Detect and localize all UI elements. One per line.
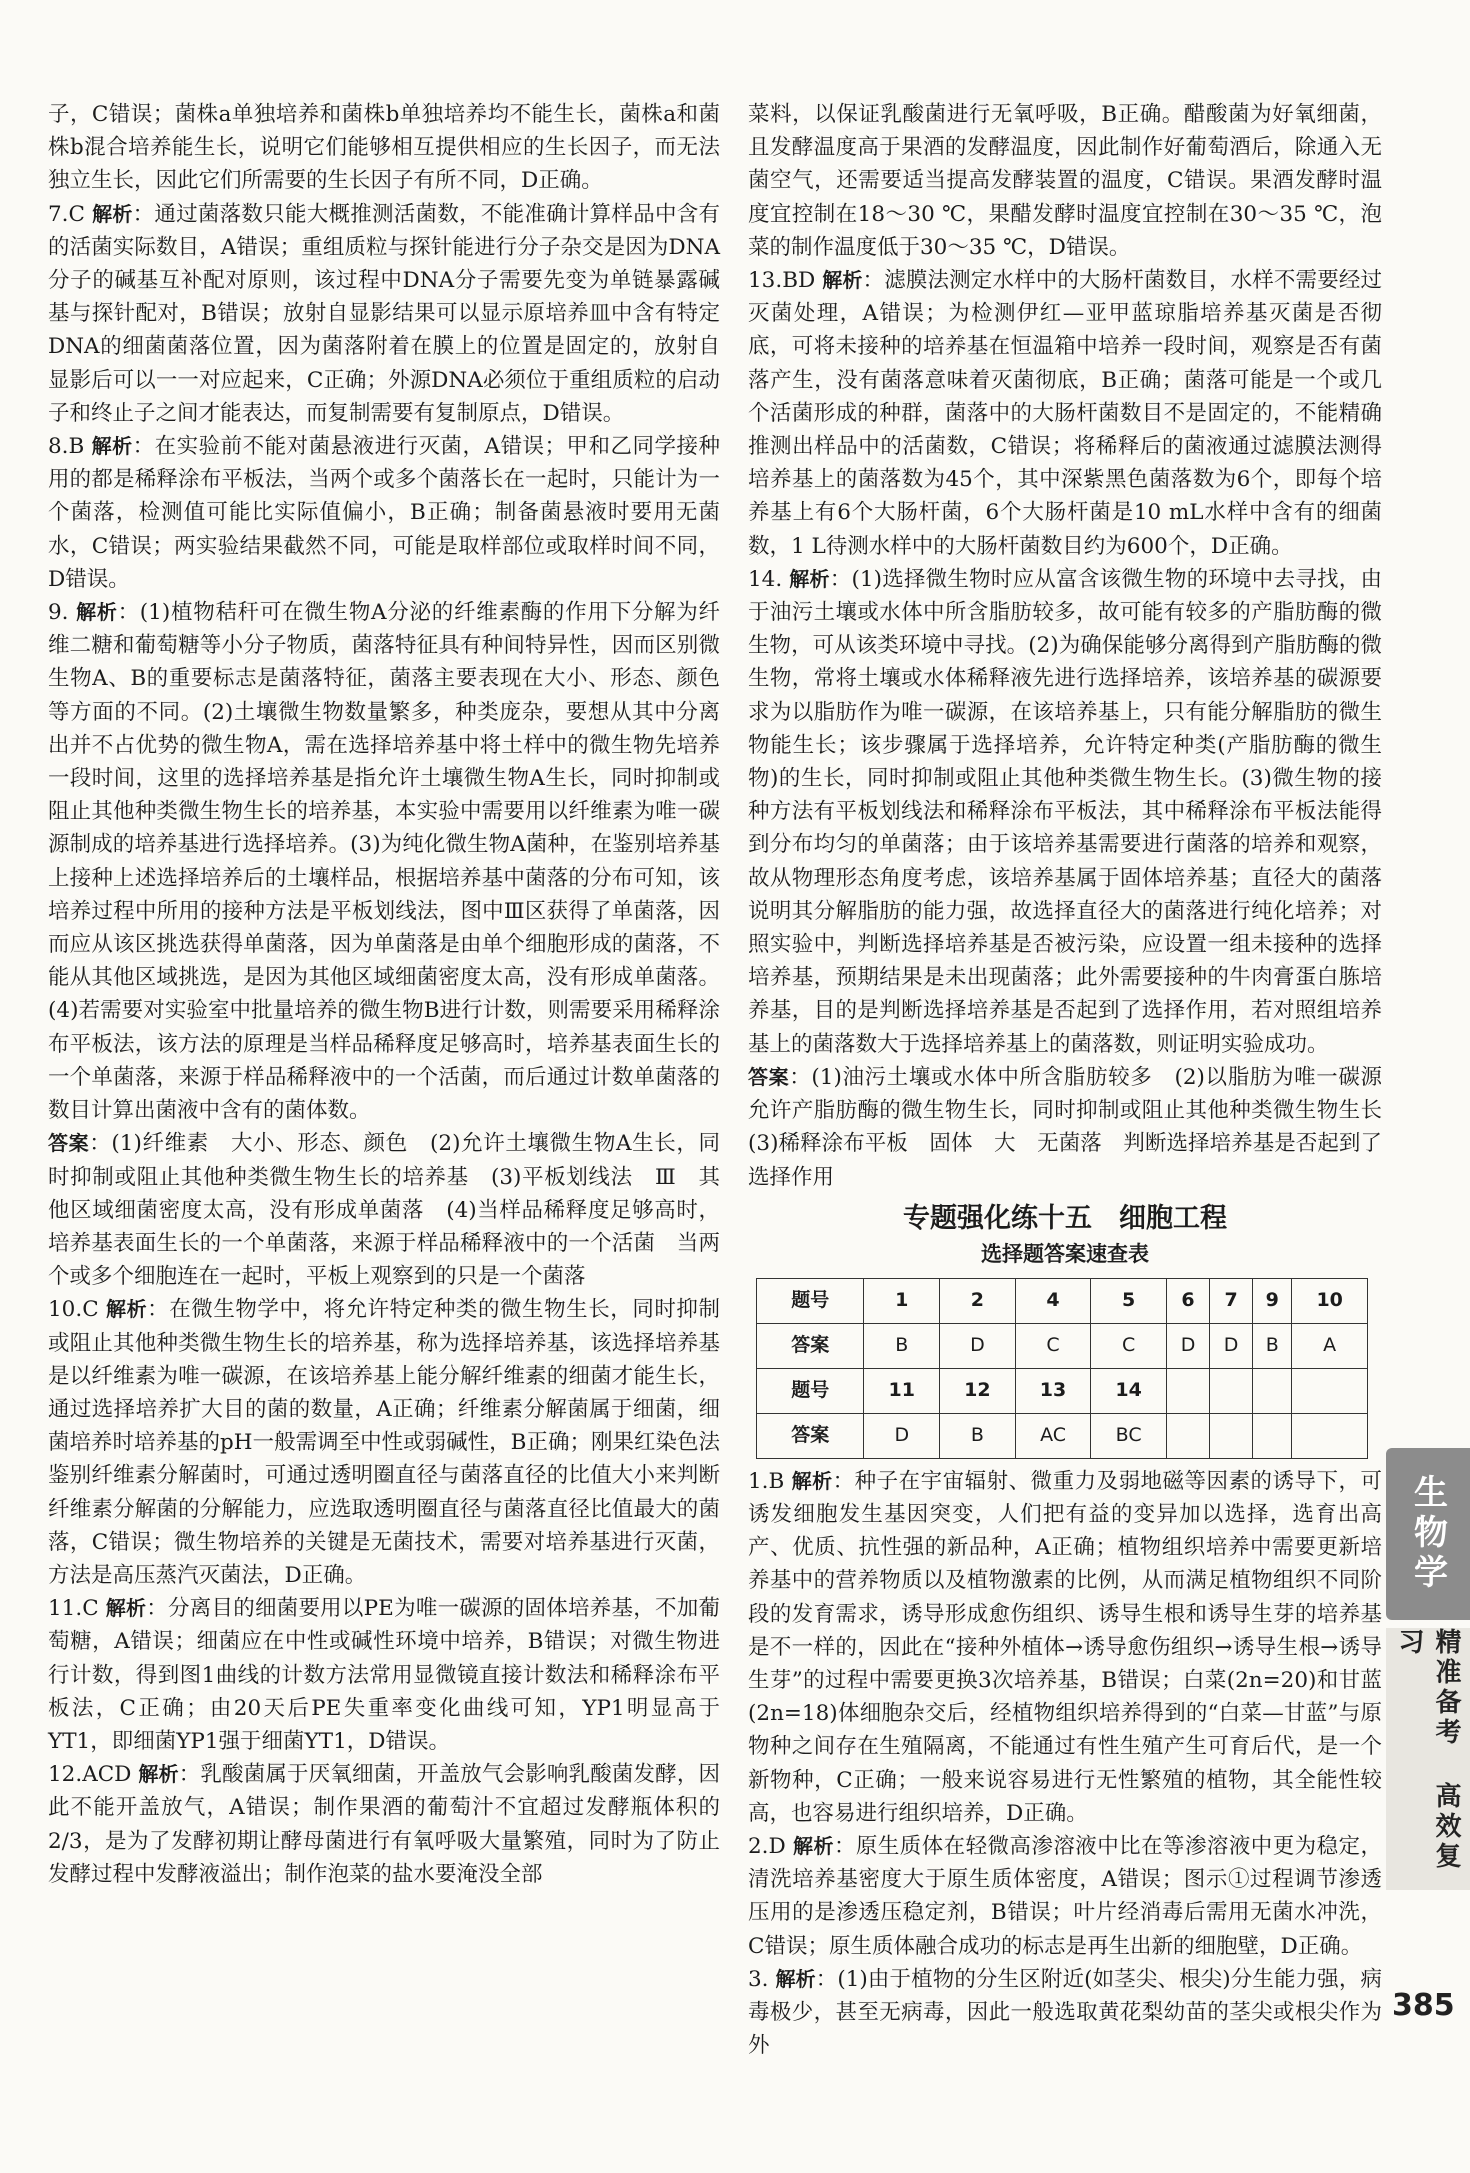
table-row-q1	[757, 1278, 1368, 1323]
paragraph-q11	[48, 1592, 720, 1758]
q-num: 11	[864, 1368, 940, 1413]
table-row-a2	[757, 1413, 1368, 1458]
paragraph-s2	[748, 1830, 1382, 1963]
question-label: 2.D	[748, 1833, 786, 1859]
q-num: 13	[1015, 1368, 1091, 1413]
answer-cell: D	[864, 1413, 940, 1458]
paragraph-text: ：在微生物学中，将允许特定种类的微生物生长，同时抑制或阻止其他种类微生物生长的培养基，称为选择培养基，该选择培养基是以纤维素为唯一碳源，在该培养基上能分解纤维素的细菌才能生长，通过选择培养扩大目的菌的数量，A正确；纤维素分解菌属于细菌，细菌培养时培养基的pH一般需调至中性或弱碱性，B正确；刚果红染色法鉴别纤维素分解菌时，可通过透明圈直径与菌落直径的比值大小来判断纤维素分解菌的分解能力，应选取透明圈直径与菌落直径比值最大的菌落，C错误；微生物培养的关键是无菌技术，需要对培养基进行灭菌，方法是高压蒸汽灭菌法，D正确。	[48, 1297, 720, 1588]
answer-cell: A	[1292, 1323, 1368, 1368]
question-label: 7.C	[48, 201, 85, 227]
paragraph-text: ：(1)纤维素 大小、形态、颜色 (2)允许土壤微生物A生长，同时抑制或阻止其他种类微生物生长的培养基 (3)平板划线法 Ⅲ 其他区域细菌密度太高，没有形成单菌落 (4)当样品稀释度足够高时，培养基表面生长的一个单菌落，来源于样品稀释液中的一个活菌 当两个或多个细胞连在一起时，平板上观察到的只是一个菌落	[48, 1131, 720, 1290]
paragraph-s3	[748, 1963, 1382, 2063]
paragraph-text: ：(1)选择微生物时应从富含该微生物的环境中去寻找，由于油污土壤或水体中所含脂肪较多，故可能有较多的产脂肪酶的微生物，可从该类环境中寻找。(2)为确保能够分离得到产脂肪酶的微生物，常将土壤或水体稀释液先进行选择培养，该培养基的碳源要求为以脂肪作为唯一碳源，在该培养基上，只有能分解脂肪的微生物能生长；该步骤属于选择培养，允许特定种类(产脂肪酶的微生物)的生长，同时抑制或阻止其他种类微生物生长。(3)微生物的接种方法有平板划线法和稀释涂布平板法，其中稀释涂布平板法能得到分布均匀的单菌落；由于该培养基需要进行菌落的培养和观察，故从物理形态角度考虑，该培养基属于固体培养基；直径大的菌落说明其分解脂肪的能力强，故选择直径大的菌落进行纯化培养；对照实验中，判断选择培养基是否被污染，应设置一组未接种的选择培养基，预期结果是未出现菌落；此外需要接种的牛肉膏蛋白胨培养基，目的是判断选择培养基是否起到了选择作用，若对照组培养基上的菌落数大于选择培养基上的菌落数，则证明实验成功。	[748, 566, 1382, 1057]
analysis-label: 解析	[106, 1297, 148, 1322]
paragraph-q7	[48, 198, 720, 430]
paragraph-text: 子，C错误；菌株a单独培养和菌株b单独培养均不能生长，菌株a和菌株b混合培养能生长，说明它们能够相互提供相应的生长因子，而无法独立生长，因此它们所需要的生长因子有所不同，D正确。	[48, 102, 720, 194]
q-num: 12	[940, 1368, 1016, 1413]
analysis-label: 解析	[105, 1596, 147, 1621]
paragraph-text: ：在实验前不能对菌悬液进行灭菌，A错误；甲和乙同学接种用的都是稀释涂布平板法，当两个或多个菌落长在一起时，只能计为一个菌落，检测值可能比实际值偏小，B正确；制备菌悬液时要用无菌水，C错误；两实验结果截然不同，可能是取样部位或取样时间不同，D错误。	[48, 434, 721, 592]
q-num: 2	[940, 1278, 1016, 1323]
q-num: 6	[1166, 1278, 1209, 1323]
question-label: 9.	[48, 600, 69, 626]
answer-cell: BC	[1091, 1413, 1167, 1458]
question-label: 3.	[748, 1966, 769, 1992]
right-column	[748, 98, 1404, 2062]
empty-cell	[1253, 1368, 1292, 1413]
answer-quick-table	[756, 1278, 1368, 1459]
question-label: 1.B	[748, 1468, 785, 1494]
analysis-label: 解析	[791, 1468, 833, 1493]
answer-cell: C	[1015, 1323, 1091, 1368]
answer-cell: B	[940, 1413, 1016, 1458]
empty-cell	[1292, 1413, 1368, 1458]
page-number: 385	[1392, 1988, 1455, 2023]
analysis-label: 答案	[48, 1131, 90, 1156]
q-num: 4	[1015, 1278, 1091, 1323]
table-row-a1	[757, 1323, 1368, 1368]
paragraph-q8	[48, 430, 720, 596]
analysis-label: 解析	[793, 1833, 834, 1858]
empty-cell	[1166, 1368, 1209, 1413]
empty-cell	[1210, 1368, 1253, 1413]
answer-cell: D	[1166, 1323, 1209, 1368]
paragraph-q9a	[48, 1127, 720, 1293]
paragraph-text: ：(1)由于植物的分生区附近(如茎尖、根尖)分生能力强，病毒极少，甚至无病毒，因此一般选取黄花梨幼苗的茎尖或根尖作为外	[748, 1966, 1383, 2059]
analysis-label: 解析	[76, 600, 118, 625]
row-label-q: 题号	[757, 1368, 864, 1413]
answer-cell: D	[1210, 1323, 1253, 1368]
empty-cell	[1292, 1368, 1368, 1413]
q-num: 9	[1253, 1278, 1292, 1323]
q-num: 10	[1292, 1278, 1368, 1323]
paragraph-q12	[48, 1758, 720, 1891]
q-num: 1	[864, 1278, 940, 1323]
q-num: 5	[1091, 1278, 1167, 1323]
paragraph-q14	[748, 563, 1382, 1061]
paragraph-cont6	[48, 98, 720, 198]
analysis-label: 解析	[91, 434, 133, 459]
question-label: 10.C	[48, 1297, 99, 1323]
question-label: 11.C	[48, 1596, 99, 1622]
analysis-label: 解析	[789, 566, 830, 591]
paragraph-q9	[48, 596, 720, 1127]
row-label-a: 答案	[757, 1413, 864, 1458]
left-column	[48, 98, 720, 1891]
question-label: 12.ACD	[48, 1762, 132, 1788]
answer-cell: B	[1253, 1323, 1292, 1368]
row-label-q: 题号	[757, 1278, 864, 1323]
analysis-label: 解析	[822, 268, 863, 293]
empty-cell	[1253, 1413, 1292, 1458]
paragraph-text: ：(1)油污土壤或水体中所含脂肪较多 (2)以脂肪为唯一碳源 允许产脂肪酶的微生物生长，同时抑制或阻止其他种类微生物生长 (3)稀释涂布平板 固体 大 无菌落 判断选择培养基是否起到了选择作用	[748, 1064, 1404, 1190]
empty-cell	[1166, 1413, 1209, 1458]
answer-cell: AC	[1015, 1413, 1091, 1458]
section-title: 专题强化练十五 细胞工程	[903, 1202, 1227, 1234]
q-num: 14	[1091, 1368, 1167, 1413]
series-tab: 精准备考 高效复习	[1386, 1628, 1470, 1890]
paragraph-text: ：通过菌落数只能大概推测活菌数，不能准确计算样品中含有的活菌实际数目，A错误；重组质粒与探针能进行分子杂交是因为DNA分子的碱基互补配对原则，该过程中DNA分子需要先变为单链暴露碱基与探针配对，B错误；放射自显影结果可以显示原培养皿中含有特定DNA的细菌菌落位置，因为菌落附着在膜上的位置是固定的，放射自显影后可以一一对应起来，C正确；外源DNA必须位于重组质粒的启动子和终止子之间才能表达，而复制需要有复制原点，D错误。	[48, 201, 720, 426]
paragraph-text: ：分离目的细菌要用以PE为唯一碳源的固体培养基，不加葡萄糖，A错误；细菌应在中性或碱性环境中培养，B错误；对微生物进行计数，得到图1曲线的计数方法常用显微镜直接计数法和稀释涂布平板法，C正确；由20天后PE失重率变化曲线可知，YP1明显高于YT1，即细菌YP1强于细菌YT1，D错误。	[48, 1596, 720, 1754]
empty-cell	[1210, 1413, 1253, 1458]
question-label: 14.	[748, 566, 783, 592]
right-column-top	[748, 98, 1404, 1194]
paragraph-text: ：乳酸菌属于厌氧细菌，开盖放气会影响乳酸菌发酵，因此不能开盖放气，A错误；制作果酒的葡萄汁不宜超过发酵瓶体积的2/3，是为了发酵初期让酵母菌进行有氧呼吸大量繁殖，同时为了防止发酵过程中发酵液溢出；制作泡菜的盐水要淹没全部	[48, 1762, 720, 1887]
paragraph-text: ：滤膜法测定水样中的大肠杆菌数目，水样不需要经过灭菌处理，A错误；为检测伊红—亚甲蓝琼脂培养基灭菌是否彻底，可将未接种的培养基在恒温箱中培养一段时间，观察是否有菌落产生，没有菌落意味着灭菌彻底，B正确；菌落可能是一个或几个活菌形成的种群，菌落中的大肠杆菌数目不是固定的，不能精确推测出样品中的活菌数，C错误；将稀释后的菌液通过滤膜法测得培养基上的菌落数为45个，其中深紫黑色菌落数为6个，即每个培养基上有6个大肠杆菌，6个大肠杆菌是10 mL水样中含有的细菌数，1 L待测水样中的大肠杆菌数目约为600个，D正确。	[748, 268, 1383, 559]
paragraph-cont12	[748, 98, 1382, 264]
paragraph-text: 菜料，以保证乳酸菌进行无氧呼吸，B正确。醋酸菌为好氧细菌，且发酵温度高于果酒的发酵温度，因此制作好葡萄酒后，除通入无菌空气，还需要适当提高发酵装置的温度，C错误。果酒发酵时温度宜控制在18～30 ℃，果醋发酵时温度宜控制在30～35 ℃，泡菜的制作温度低于30～35 ℃，D错误。	[748, 102, 1382, 260]
analysis-label: 解析	[138, 1762, 179, 1787]
paragraph-s1	[748, 1465, 1382, 1830]
row-label-a: 答案	[757, 1323, 864, 1368]
paragraph-text: ：原生质体在轻微高渗溶液中比在等渗溶液中更为稳定，清洗培养基密度大于原生质体密度，A错误；图示①过程调节渗透压用的是渗透压稳定剂，B错误；叶片经消毒后需用无菌水冲洗，C错误；原生质体融合成功的标志是再生出新的细胞壁，D正确。	[748, 1833, 1382, 1959]
answer-cell: B	[864, 1323, 940, 1368]
paragraph-q14a	[748, 1061, 1404, 1194]
table-row-q2	[757, 1368, 1368, 1413]
q-num: 7	[1210, 1278, 1253, 1323]
right-column-bottom	[748, 1465, 1382, 2063]
paragraph-q13	[748, 264, 1382, 563]
answer-table-title: 选择题答案速查表	[981, 1241, 1149, 1266]
paragraph-text: ：(1)植物秸秆可在微生物A分泌的纤维素酶的作用下分解为纤维二糖和葡萄糖等小分子物质，菌落特征具有种间特异性，因而区别微生物A、B的重要标志是菌落特征，菌落主要表现在大小、形态、颜色等方面的不同。(2)土壤微生物数量繁多，种类庞杂，要想从其中分离出并不占优势的微生物A，需在选择培养基中将土样中的微生物先培养一段时间，这里的选择培养基是指允许土壤微生物A生长，同时抑制或阻止其他种类微生物生长的培养基，本实验中需要用以纤维素为唯一碳源制成的培养基进行选择培养。(3)为纯化微生物A菌种，在鉴别培养基上接种上述选择培养后的土壤样品，根据培养基中菌落的分布可知，该培养过程中所用的接种方法是平板划线法，图中Ⅲ区获得了单菌落，因而应从该区挑选获得单菌落，因为单菌落是由单个细胞形成的菌落，不能从其他区域挑选，是因为其他区域细菌密度太高，没有形成单菌落。(4)若需要对实验室中批量培养的微生物B进行计数，则需要采用稀释涂布平板法，该方法的原理是当样品稀释度足够高时，培养基表面生长的一个单菌落，来源于样品稀释液中的一个活菌，而后通过计数单菌落的数目计算出菌液中含有的菌体数。	[48, 600, 721, 1124]
question-label: 8.B	[48, 434, 85, 460]
paragraph-q10	[48, 1293, 720, 1592]
question-label: 13.BD	[748, 268, 816, 294]
answer-cell: C	[1091, 1323, 1167, 1368]
analysis-label: 答案	[748, 1064, 790, 1089]
paragraph-text: ：种子在宇宙辐射、微重力及弱地磁等因素的诱导下，可诱发细胞发生基因突变，人们把有益的变异加以选择，选育出高产、优质、抗性强的新品种，A正确；植物组织培养中需要更新培养基中的营养物质以及植物激素的比例，从而满足植物组织不同阶段的发育需求，诱导形成愈伤组织、诱导生根和诱导生芽的培养基是不一样的，因此在“接种外植体→诱导愈伤组织→诱导生根→诱导生芽”的过程中需要更换3次培养基，B错误；白菜(2n=20)和甘蓝(2n=18)体细胞杂交后，经植物组织培养得到的“白菜—甘蓝”与原物种之间存在生殖隔离，不能通过有性生殖产生可育后代，是一个新物种，C正确；一般来说容易进行无性繁殖的植物，其全能性较高，也容易进行组织培养，D正确。	[748, 1468, 1382, 1826]
answer-cell: D	[940, 1323, 1016, 1368]
subject-tab: 生物学	[1386, 1448, 1470, 1620]
analysis-label: 解析	[775, 1966, 816, 1991]
analysis-label: 解析	[92, 201, 133, 226]
